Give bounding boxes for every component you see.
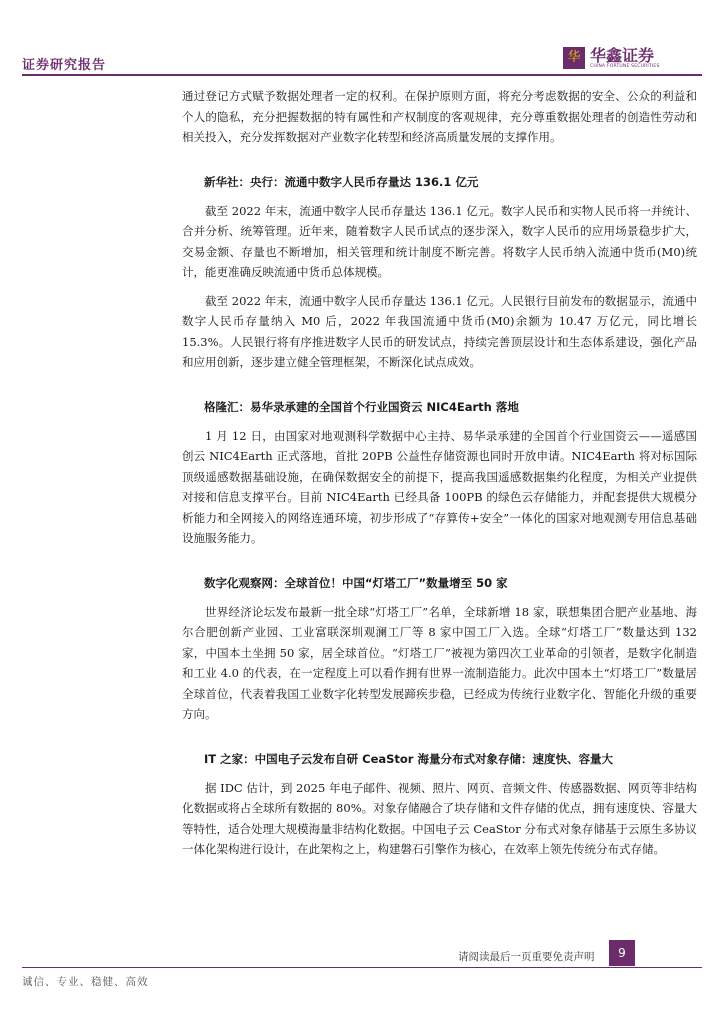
report-type-label: 证券研究报告: [22, 58, 107, 73]
header-divider: [22, 74, 702, 76]
section-title-nic4earth: 格隆汇：易华录承建的全国首个行业国资云 NIC4Earth 落地: [204, 399, 519, 414]
disclaimer-note: 请阅读最后一页重要免责声明: [458, 951, 595, 963]
section-title-ceastor: IT 之家：中国电子云发布自研 CeaStor 海量分布式对象存储：速度快、容量大: [204, 751, 613, 766]
report-body: [182, 86, 697, 868]
section-paragraph: 截至 2022 年末，流通中数字人民币存量达 136.1 亿元。人民银行目前发布的数据显示，流通中数字人民币存量纳入 M0 后，2022 年我国流通中货币(M0)余额为 10.47 万亿元，同比增长 15.3%。人民银行将有序推进数字人民币的研发试点，持续完善顶层设计和生态体系建设，强化产品和应用创新，逐步建立健全管理框架，不断深化试点成效。: [182, 293, 697, 369]
section-paragraph: 世界经济论坛发布最新一批全球“灯塔工厂”名单，全球新增 18 家，联想集团合肥产业基地、海尔合肥创新产业园、工业富联深圳观澜工厂等 8 家中国工厂入选。全球“灯塔工厂”数量达到 132 家，中国本土坐拥 50 家，居全球首位。“灯塔工厂”被视为第四次工业革命的引领者，是数字化制造和工业 4.0 的代表，在一定程度上可以看作拥有世界一流制造能力。此次中国本土“灯塔工厂”数量居全球首位，代表着我国工业数字化转型发展蹄疾步稳，已经成为传统行业数字化、智能化升级的重要方向。: [182, 604, 697, 721]
section-paragraph: 截至 2022 年末，流通中数字人民币存量达 136.1 亿元。数字人民币和实物人民币将一并统计、合并分析、统筹管理。近年来，随着数字人民币试点的逐步深入，数字人民币的应用场景稳步扩大，交易金额、存量也不断增加，相关管理和统计制度不断完善。将数字人民币纳入流通中货币(M0)统计，能更准确反映流通中货币总体规模。: [182, 203, 697, 279]
section-title-digital-rmb: 新华社：央行：流通中数字人民币存量达 136.1 亿元: [204, 174, 479, 189]
page-number: 9: [609, 940, 635, 966]
logo-name-en: CHINA FORTUNE SECURITIES: [590, 64, 660, 69]
logo-mark-icon: 华: [563, 47, 585, 69]
logo-name-cn: 华鑫证券: [590, 46, 655, 65]
footer-divider: [22, 967, 702, 968]
section-paragraph: 1 月 12 日，由国家对地观测科学数据中心主持、易华录承建的全国首个行业国资云——遥感国创云 NIC4Earth 正式落地，首批 20PB 公益性存储资源也同时开放申请。NIC4Earth 将对标国际顶级遥感数据基础设施，在确保数据安全的前提下，提高我国遥感数据集约化程度，为相关产业提供对接和信息支撑平台。目前 NIC4Earth 已经具备 100PB 的绿色云存储能力，并配套提供大规模分析能力和全网接入的网络连通环境，初步形成了“存算传+安全”一体化的国家对地观测专用信息基础设施服务能力。: [182, 428, 697, 545]
company-logo: [563, 47, 660, 69]
intro-paragraph: 通过登记方式赋予数据处理者一定的权利。在保护原则方面，将充分考虑数据的安全、公众的利益和个人的隐私，充分把握数据的特有属性和产权制度的客观规律，充分尊重数据处理者的创造性劳动和相关投入，充分发挥数据对产业数字化转型和经济高质量发展的支撑作用。: [182, 89, 697, 144]
section-paragraph: 据 IDC 估计，到 2025 年电子邮件、视频、照片、网页、音频文件、传感器数据、网页等非结构化数据或将占全球所有数据的 80%。对象存储融合了块存储和文件存储的优点，拥有速度快、容量大等特性，适合处理大规模海量非结构化数据。中国电子云 CeaStor 分布式对象存储基于云原生多协议一体化架构进行设计，在此架构之上，构建磐石引擎作为核心，在效率上领先传统分布式存储。: [182, 780, 698, 856]
company-motto: 诚信、专业、稳健、高效: [22, 976, 149, 988]
section-title-lighthouse-factory: 数字化观察网：全球首位！中国“灯塔工厂”数量增至 50 家: [204, 575, 508, 590]
